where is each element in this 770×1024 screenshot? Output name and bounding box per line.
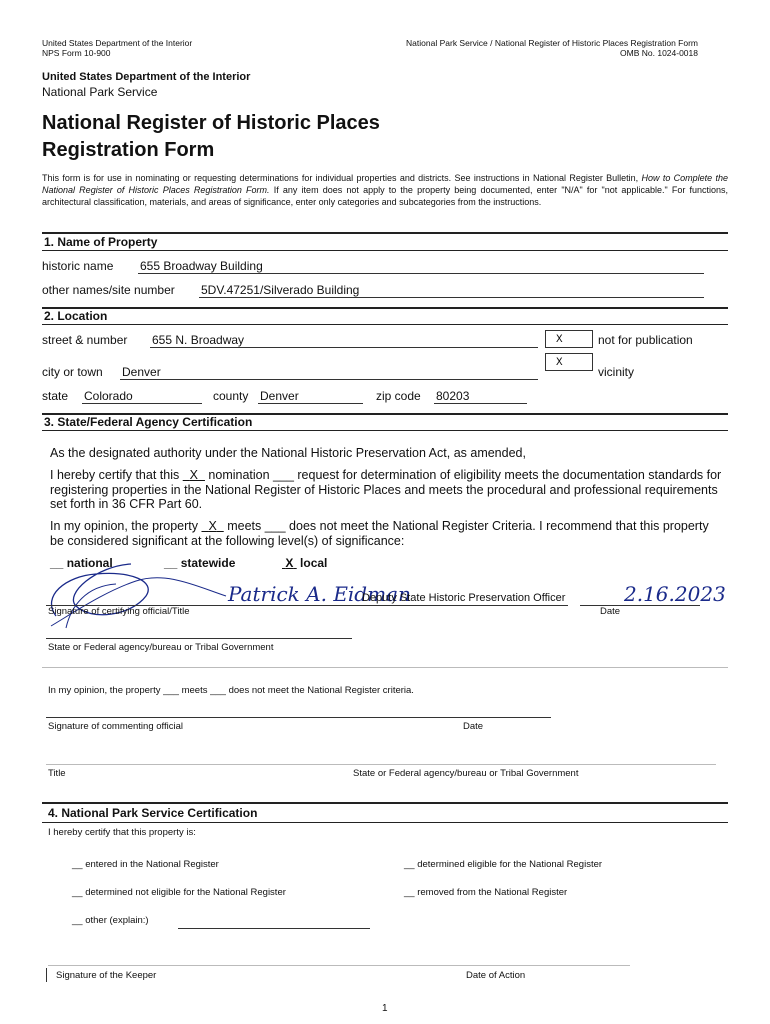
underline <box>150 347 538 348</box>
comment-signature-line <box>46 717 551 718</box>
nps-certify-statement: I hereby certify that this property is: <box>48 827 196 838</box>
county-value: Denver <box>260 389 299 403</box>
not-for-publication-checkbox[interactable]: X <box>545 330 593 348</box>
certification-authority: As the designated authority under the National Historic Preservation Act, as amended, <box>50 446 526 460</box>
divider <box>42 324 728 325</box>
option-entered: __ entered in the National Register <box>72 859 219 870</box>
state-label: state <box>42 389 69 403</box>
zip-value: 80203 <box>436 389 470 403</box>
date-of-action-label: Date of Action <box>466 970 526 981</box>
header-dept: United States Department of the Interior <box>42 38 193 48</box>
divider <box>42 430 728 431</box>
signer-title: Deputy State Historic Preservation Officer <box>362 592 566 604</box>
not-for-publication-label: not for publication <box>598 333 693 347</box>
title-line <box>46 764 716 765</box>
level-national: __ national <box>50 556 113 570</box>
option-removed: __ removed from the National Register <box>404 887 568 898</box>
divider <box>42 667 728 668</box>
form-title-line1: National Register of Historic Places <box>42 112 380 134</box>
divider <box>42 802 728 804</box>
underline <box>199 297 704 298</box>
historic-name-value: 655 Broadway Building <box>140 259 263 273</box>
certification-statement: I hereby certify that this X nomination ___ request for determination of eligibility meets the documentation standards for registering properties in the National Register of Historic Places and meets the procedural and professional requirements set forth in 36 CFR Part 60. <box>50 468 722 511</box>
other-explain-line <box>178 928 370 929</box>
title-nps: National Park Service <box>42 85 158 99</box>
date-label: Date <box>600 606 621 617</box>
keeper-signature-label: Signature of the Keeper <box>56 970 157 981</box>
date-line <box>580 605 700 606</box>
signature-scribble-icon <box>36 556 236 632</box>
intro-instructions: This form is for use in nominating or requesting determinations for individual properties and districts. See instructions in National Register Bulletin, How to Complete the National Register of Historic Places Registration Form. If any item does not apply to the property being documented, enter "N/A" for "not applicable." For functions, architectural classification, materials, and areas of significance, enter only categories and subcategories from the instructions. <box>42 173 729 207</box>
street-value: 655 N. Broadway <box>152 333 245 347</box>
agency-line <box>46 638 352 639</box>
section1-heading: 1. Name of Property <box>44 235 158 249</box>
title-dept: United States Department of the Interior <box>42 71 251 83</box>
divider <box>42 307 728 309</box>
signature-handwritten: Patrick A. Eidman <box>228 582 411 606</box>
keeper-signature-line <box>48 965 630 966</box>
divider <box>46 968 47 982</box>
opinion-secondary: In my opinion, the property ___ meets ___ does not meet the National Register criteria. <box>48 685 414 696</box>
historic-name-label: historic name <box>42 259 114 273</box>
option-other: __ other (explain:) <box>72 915 149 926</box>
agency-label: State or Federal agency/bureau or Tribal Government <box>48 642 274 653</box>
divider <box>42 250 728 251</box>
form-title-line2: Registration Form <box>42 139 215 161</box>
underline <box>120 379 538 380</box>
section4-heading: 4. National Park Service Certification <box>48 806 258 820</box>
level-statewide: __ statewide <box>164 556 236 570</box>
divider <box>42 232 728 234</box>
underline <box>258 403 363 404</box>
level-local: X local <box>285 556 328 570</box>
zip-label: zip code <box>376 389 421 403</box>
street-label: street & number <box>42 333 128 347</box>
city-label: city or town <box>42 365 103 379</box>
other-names-value: 5DV.47251/Silverado Building <box>201 283 360 297</box>
vicinity-checkbox[interactable]: X <box>545 353 593 371</box>
vicinity-label: vicinity <box>598 365 635 379</box>
underline <box>434 403 527 404</box>
header-form-number: NPS Form 10-900 <box>42 48 111 58</box>
page-number: 1 <box>382 1003 388 1014</box>
header-omb: OMB No. 1024-0018 <box>620 48 698 58</box>
header-agency: National Park Service / National Register of Historic Places Registration Form <box>406 38 698 48</box>
title-label: Title <box>48 768 66 779</box>
underline <box>138 273 704 274</box>
other-names-label: other names/site number <box>42 283 175 297</box>
underline <box>82 403 202 404</box>
agency-label-2: State or Federal agency/bureau or Tribal Government <box>353 768 579 779</box>
section2-heading: 2. Location <box>44 309 108 323</box>
option-not-eligible: __ determined not eligible for the National Register <box>72 887 286 898</box>
city-value: Denver <box>122 365 161 379</box>
state-value: Colorado <box>84 389 133 403</box>
section3-heading: 3. State/Federal Agency Certification <box>44 415 253 429</box>
county-label: county <box>213 389 249 403</box>
signature-date: 2.16.2023 <box>624 582 726 606</box>
comment-signature-label: Signature of commenting official <box>48 721 184 732</box>
option-determined-eligible: __ determined eligible for the National Register <box>404 859 603 870</box>
signature-label: Signature of certifying official/Title <box>48 606 190 617</box>
opinion-statement: In my opinion, the property X meets ___ does not meet the National Register Criteria. I recommend that this property be considered significant at the following level(s) of significance: <box>50 519 709 548</box>
date-label-2: Date <box>463 721 484 732</box>
divider <box>42 822 728 823</box>
